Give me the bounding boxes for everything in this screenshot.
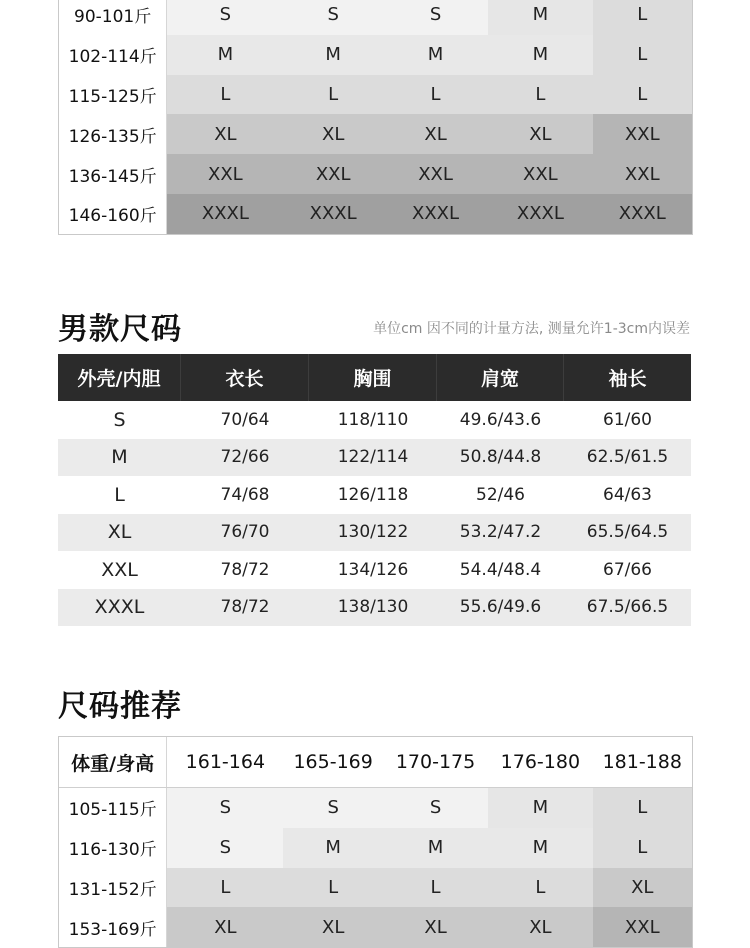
- height-cell: 181-188: [593, 737, 692, 787]
- size-label: M: [111, 446, 128, 469]
- height-cell: 170-175: [383, 737, 488, 787]
- measurement-cell: 53.2/47.2: [459, 522, 542, 543]
- size-cell: L: [383, 868, 488, 908]
- size-cell: L: [593, 788, 692, 828]
- size-cell: M: [383, 35, 488, 75]
- table-row: [59, 114, 692, 154]
- measurement-cell: 67/66: [603, 559, 652, 580]
- size-cell: XL: [488, 907, 592, 947]
- height-cell: 176-180: [488, 737, 592, 787]
- size-cell: S: [167, 0, 283, 35]
- size-cell: XXL: [593, 907, 692, 947]
- measurement-cell: 76/70: [220, 522, 270, 543]
- size-cell: XL: [167, 114, 283, 154]
- weight-label: 146-160斤: [59, 194, 167, 234]
- mens-table-header: [58, 354, 691, 401]
- size-cell: M: [488, 788, 592, 828]
- measurement-cell: 138/130: [337, 597, 409, 618]
- size-cell: XXL: [488, 154, 592, 194]
- size-cell: XXXL: [283, 194, 382, 234]
- size-cell: L: [593, 35, 692, 75]
- recommend-table: [58, 736, 693, 948]
- height-cell: 161-164: [167, 737, 283, 787]
- table-row: [59, 194, 692, 234]
- size-cell: L: [593, 75, 692, 115]
- size-cell: S: [167, 788, 283, 828]
- measurement-cell: 55.6/49.6: [459, 597, 542, 618]
- table-row: [59, 868, 692, 908]
- size-cell: XL: [167, 907, 283, 947]
- measurement-cell: 67.5/66.5: [586, 597, 669, 618]
- size-label: XL: [107, 521, 132, 544]
- size-cell: XXXL: [383, 194, 488, 234]
- measurement-cell: 130/122: [337, 522, 409, 543]
- weight-label: 102-114斤: [59, 35, 167, 75]
- table-row: [59, 75, 692, 115]
- table-row: [58, 589, 691, 627]
- size-cell: L: [593, 828, 692, 868]
- measurement-cell: 126/118: [337, 484, 409, 505]
- measurement-cell: 78/72: [220, 597, 270, 618]
- size-label: XXXL: [94, 596, 145, 619]
- table-row: [58, 401, 691, 439]
- weight-label: 131-152斤: [59, 868, 167, 908]
- measurement-note: 单位cm 因不同的计量方法, 测量允许1-3cm内误差: [373, 321, 690, 337]
- measurement-cell: 70/64: [220, 409, 270, 430]
- size-cell: XL: [383, 907, 488, 947]
- measurement-cell: 122/114: [337, 447, 409, 468]
- mens-size-table: [58, 354, 691, 626]
- top-size-table: [58, 0, 693, 235]
- size-cell: S: [383, 788, 488, 828]
- weight-label: 126-135斤: [59, 114, 167, 154]
- measurement-cell: 78/72: [220, 559, 270, 580]
- measurement-cell: 72/66: [220, 447, 270, 468]
- table-row: [59, 828, 692, 868]
- weight-label: 136-145斤: [59, 154, 167, 194]
- table-row: [59, 154, 692, 194]
- size-cell: M: [488, 35, 592, 75]
- size-cell: L: [283, 75, 382, 115]
- size-cell: XL: [383, 114, 488, 154]
- table-row: [58, 551, 691, 589]
- weight-label: 115-125斤: [59, 75, 167, 115]
- size-cell: XXXL: [167, 194, 283, 234]
- size-cell: XXL: [383, 154, 488, 194]
- measurement-cell: 62.5/61.5: [586, 447, 669, 468]
- table-row: [58, 476, 691, 514]
- size-cell: XL: [593, 868, 692, 908]
- recommend-header: [59, 737, 692, 788]
- measurement-cell: 49.6/43.6: [459, 409, 542, 430]
- measurement-cell: 134/126: [337, 559, 409, 580]
- size-cell: M: [383, 828, 488, 868]
- measurement-cell: 61/60: [603, 409, 652, 430]
- size-cell: XL: [283, 907, 382, 947]
- size-cell: M: [488, 0, 592, 35]
- size-cell: L: [488, 75, 592, 115]
- table-row: [58, 514, 691, 552]
- measurement-cell: 52/46: [476, 484, 525, 505]
- size-cell: S: [283, 0, 382, 35]
- measurement-cell: 65.5/64.5: [586, 522, 669, 543]
- measurement-cell: 64/63: [603, 484, 652, 505]
- header-cell: 衣长: [181, 354, 309, 401]
- size-cell: S: [283, 788, 382, 828]
- size-cell: XXL: [283, 154, 382, 194]
- size-cell: M: [283, 828, 382, 868]
- size-cell: M: [488, 828, 592, 868]
- size-cell: XXXL: [593, 194, 692, 234]
- size-cell: L: [167, 75, 283, 115]
- size-cell: S: [167, 828, 283, 868]
- size-label: L: [114, 483, 125, 506]
- weight-label: 116-130斤: [59, 828, 167, 868]
- table-row: [59, 0, 692, 35]
- size-cell: M: [167, 35, 283, 75]
- header-cell: 肩宽: [437, 354, 564, 401]
- measurement-cell: 50.8/44.8: [459, 447, 542, 468]
- size-cell: L: [167, 868, 283, 908]
- size-label: S: [113, 408, 126, 431]
- header-cell: 外壳/内胆: [58, 354, 181, 401]
- size-cell: L: [593, 0, 692, 35]
- size-cell: L: [383, 75, 488, 115]
- header-cell: 袖长: [608, 368, 647, 390]
- table-row: [59, 907, 692, 947]
- size-cell: S: [383, 0, 488, 35]
- weight-label: 153-169斤: [59, 907, 167, 947]
- header-cell: 胸围: [309, 354, 437, 401]
- size-cell: XXXL: [488, 194, 592, 234]
- mens-size-title: 男款尺码: [58, 312, 182, 347]
- size-label: XXL: [101, 558, 138, 581]
- weight-label: 105-115斤: [59, 788, 167, 828]
- header-label: 体重/身高: [59, 737, 167, 787]
- weight-label: 90-101斤: [59, 0, 167, 35]
- table-row: [59, 788, 692, 828]
- size-cell: M: [283, 35, 382, 75]
- measurement-cell: 74/68: [220, 484, 270, 505]
- table-row: [59, 35, 692, 75]
- measurement-cell: 54.4/48.4: [459, 559, 542, 580]
- size-cell: L: [283, 868, 382, 908]
- size-cell: XXL: [167, 154, 283, 194]
- size-cell: XXL: [593, 114, 692, 154]
- size-cell: L: [488, 868, 592, 908]
- size-cell: XXL: [593, 154, 692, 194]
- measurement-cell: 118/110: [337, 409, 409, 430]
- size-cell: XL: [488, 114, 592, 154]
- recommend-title: 尺码推荐: [58, 689, 182, 724]
- table-row: [58, 439, 691, 477]
- size-cell: XL: [283, 114, 382, 154]
- height-cell: 165-169: [283, 737, 382, 787]
